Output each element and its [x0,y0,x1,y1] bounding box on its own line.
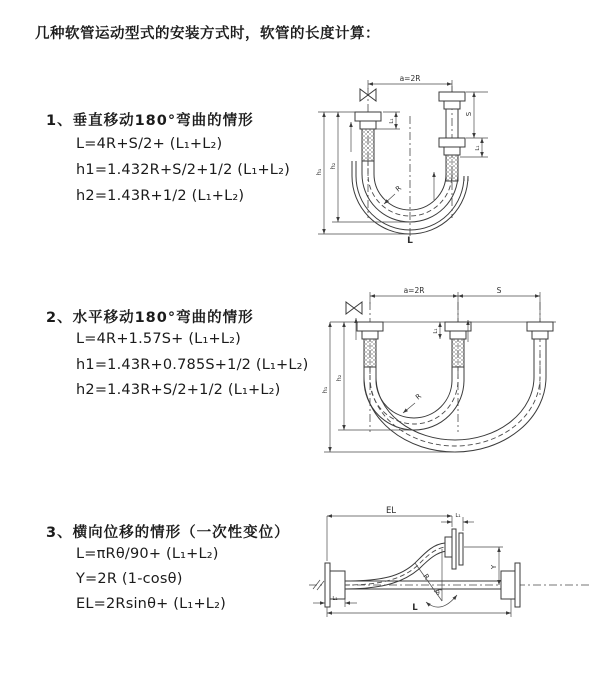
left-fitting-label: L₁ [332,596,338,602]
lateral-displacement-diagram [303,503,598,655]
section-3-heading: 3、横向位移的情形（一次性变位） [46,525,290,541]
radius-callout [403,392,423,413]
span-dimension [368,74,452,108]
section-2-formula-h1: h1=1.43R+0.785S+1/2 (L₁+L₂) [76,357,309,373]
hose-position-2 [364,354,546,452]
centerlines [368,86,452,238]
length-label: L [407,236,413,246]
left-fitting-dimension [313,596,357,607]
radius-label: R [421,572,431,582]
h2-label: h₂ [329,162,337,170]
radius-callout [384,184,403,204]
hose-position-1 [364,367,464,430]
stroke-label: S [496,286,502,295]
section-1-formula-h1: h1=1.432R+S/2+1/2 (L₁+L₂) [76,162,290,178]
y-label: Y [490,564,498,570]
section-1-heading: 1、垂直移动180°弯曲的情形 [46,113,254,129]
left-fitting [357,322,383,367]
left-fitting-label: L₁ [389,118,395,124]
valve-icon [346,302,362,314]
section-3-formula-length: L=πRθ/90+ (L₁+L₂) [76,546,219,562]
section-2-formula-length: L=4R+1.57S+ (L₁+L₂) [76,331,241,347]
span-dimension [370,286,540,322]
length-label: L [412,603,418,613]
section-2-formula-h2: h2=1.43R+S/2+1/2 (L₁+L₂) [76,382,281,398]
span-label: a=2R [399,74,421,83]
horizontal-180-bend-diagram [316,282,600,462]
h2-label: h₂ [335,374,343,382]
left-fitting [355,112,381,161]
radius-construction [415,549,457,607]
length-dimension [327,599,511,617]
h1-label: h₁ [321,386,329,394]
upper-fitting [445,529,463,569]
section-1-formula-length: L=4R+S/2+ (L₁+L₂) [76,136,223,152]
section-3-formula-y: Y=2R (1-cosθ) [76,571,183,587]
height-dimensions [321,322,455,452]
middle-fitting [445,322,471,367]
top-fitting-label: L₁ [455,513,461,519]
page-title: 几种软管运动型式的安装方式时，软管的长度计算： [35,26,380,42]
span-label: a=2R [403,286,425,295]
radius-label: R [414,392,424,402]
radius-label: R [394,184,404,194]
fitting-label: L₁ [433,328,439,334]
el-label: EL [385,506,397,516]
hose-displaced-position [345,543,447,589]
right-fitting-label: L₁ [475,145,481,151]
section-1-formula-h2: h2=1.43R+1/2 (L₁+L₂) [76,188,245,204]
vertical-180-bend-diagram [308,68,548,246]
section-3-formula-el: EL=2Rsinθ+ (L₁+L₂) [76,596,226,612]
el-dimension [327,506,452,561]
y-dimension [464,547,503,585]
fitting-dimension [433,322,440,339]
stroke-label: S [465,111,473,117]
angle-label: θ [436,590,440,597]
section-2-heading: 2、水平移动180°弯曲的情形 [46,310,254,326]
right-fitting [501,563,520,607]
right-fitting [527,322,553,354]
h1-label: h₁ [315,168,323,176]
